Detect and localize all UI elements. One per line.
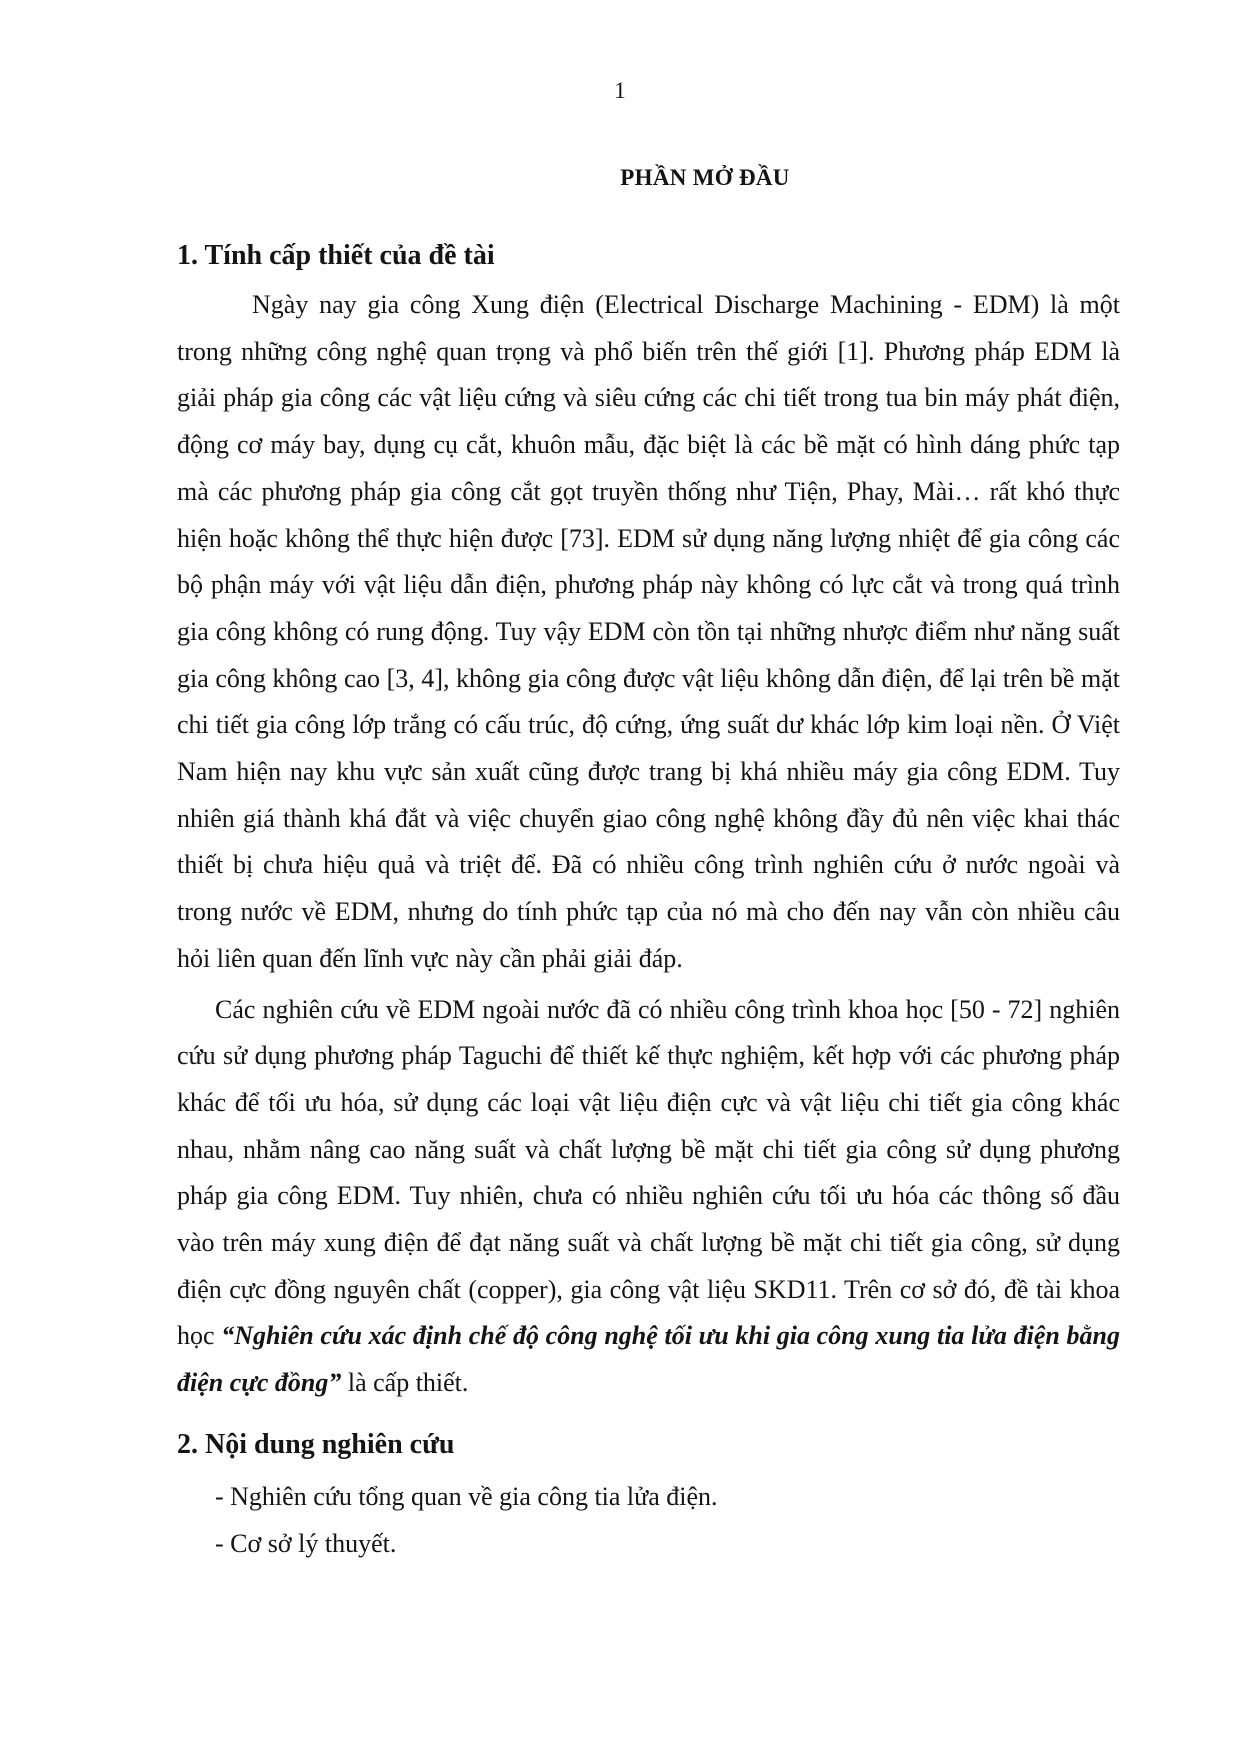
part-title: PHẦN MỞ ĐẦU bbox=[620, 165, 790, 190]
section-heading-urgency: 1. Tính cấp thiết của đề tài bbox=[177, 240, 495, 271]
list-item: - Cơ sở lý thuyết. bbox=[215, 1528, 397, 1558]
paragraph-research-gap bbox=[177, 987, 1120, 1407]
paragraph-introduction: Ngày nay gia công Xung điện (Electrical Discharge Machining - EDM) là một trong những công nghệ quan trọng và phổ biến trên thế giới [1]. Phương pháp EDM là giải pháp gia công các vật liệu cứng và siêu cứng các chi tiết trong tua bin máy phát điện, động cơ máy bay, dụng cụ cắt, khuôn mẫu, đặc biệt là các bề mặt có hình dáng phức tạp mà các phương pháp gia công cắt gọt truyền thống như Tiện, Phay, Mài… rất khó thực hiện hoặc không thể thực hiện được [73]. EDM sử dụng năng lượng nhiệt để gia công các bộ phận máy với vật liệu dẫn điện, phương pháp này không có lực cắt và trong quá trình gia công không có rung động. Tuy vậy EDM còn tồn tại những nhược điểm như năng suất gia công không cao [3, 4], không gia công được vật liệu không dẫn điện, để lại trên bề mặt chi tiết gia công lớp trắng có cấu trúc, độ cứng, ứng suất dư khác lớp kim loại nền. Ở Việt Nam hiện nay khu vực sản xuất cũng được trang bị khá nhiều máy gia công EDM. Tuy nhiên giá thành khá đắt và việc chuyển giao công nghệ không đầy đủ nên việc khai thác thiết bị chưa hiệu quả và triệt để. Đã có nhiều công trình nghiên cứu ở nước ngoài và trong nước về EDM, nhưng do tính phức tạp của nó mà cho đến nay vẫn còn nhiều câu hỏi liên quan đến lĩnh vực này cần phải giải đáp. bbox=[177, 290, 1120, 973]
page-content bbox=[177, 232, 1120, 1567]
list-item: - Nghiên cứu tổng quan về gia công tia lửa điện. bbox=[215, 1481, 718, 1511]
paragraph-research-gap-text: Các nghiên cứu về EDM ngoài nước đã có nhiều công trình khoa học [50 - 72] nghiên cứu sử dụng phương pháp Taguchi để thiết kế thực nghiệm, kết hợp với các phương pháp khác để tối ưu hóa, sử dụng các loại vật liệu điện cực và vật liệu chi tiết gia công khác nhau, nhằm nâng cao năng suất và chất lượng bề mặt chi tiết gia công sử dụng phương pháp gia công EDM. Tuy nhiên, chưa có nhiều nghiên cứu tối ưu hóa các thông số đầu vào trên máy xung điện để đạt năng suất và chất lượng bề mặt chi tiết gia công, sử dụng điện cực đồng nguyên chất (copper), gia công vật liệu SKD11. Trên cơ sở đó, đề tài khoa học bbox=[177, 994, 1120, 1351]
paragraph-research-gap-end: là cấp thiết. bbox=[341, 1368, 469, 1398]
research-content-list bbox=[177, 1473, 1120, 1567]
page-number: 1 bbox=[614, 78, 626, 103]
section-heading-research-content: 2. Nội dung nghiên cứu bbox=[177, 1428, 455, 1460]
thesis-title-emphasis: “Nghiên cứu xác định chế độ công nghệ tối ưu khi gia công xung tia lửa điện bằng điện cực đồng” bbox=[177, 1321, 1120, 1398]
